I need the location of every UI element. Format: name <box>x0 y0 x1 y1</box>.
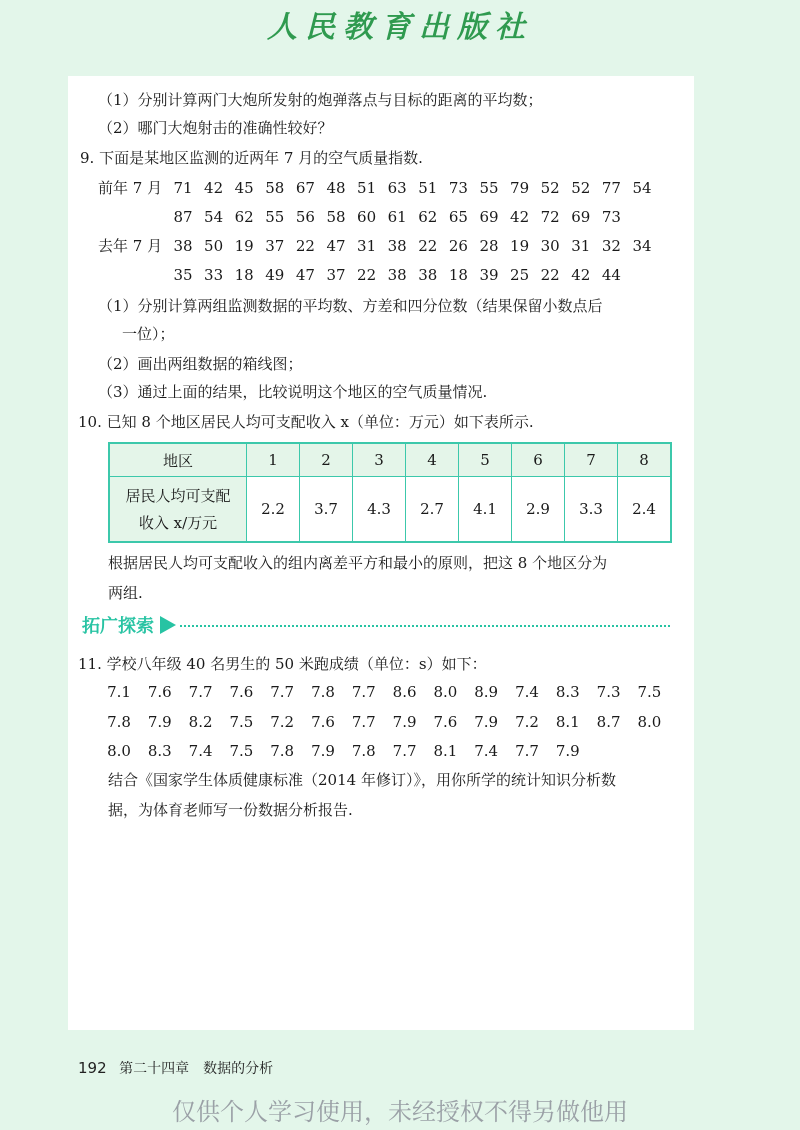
data-value: 22 <box>357 266 377 284</box>
income-value-cell: 2.9 <box>512 477 565 543</box>
data-value: 7.5 <box>637 683 662 701</box>
data-value: 7.9 <box>147 713 172 731</box>
data-value: 54 <box>204 208 224 226</box>
data-value: 7.8 <box>107 713 131 731</box>
data-value: 7.9 <box>311 742 335 760</box>
data-value: 7.4 <box>188 742 213 760</box>
data-value: 42 <box>510 208 530 226</box>
income-table <box>108 442 672 543</box>
data-value: 50 <box>204 237 224 255</box>
data-value: 7.7 <box>392 742 417 760</box>
data-value: 72 <box>540 208 560 226</box>
region-cell: 4 <box>406 443 459 477</box>
data-value: 52 <box>571 179 591 197</box>
q8-part1: （1）分别计算两门大炮所发射的炮弹落点与目标的距离的平均数； <box>98 91 543 109</box>
data-value: 8.0 <box>433 683 458 701</box>
data-value: 30 <box>540 237 560 255</box>
data-value: 47 <box>295 266 315 284</box>
run-row2 <box>104 712 694 732</box>
data-value: 52 <box>540 179 560 197</box>
page-content <box>68 76 694 1030</box>
region-cell: 2 <box>300 443 353 477</box>
data-value: 8.0 <box>107 742 131 760</box>
data-value: 18 <box>234 266 254 284</box>
data-value: 7.2 <box>270 713 295 731</box>
data-value: 60 <box>357 208 377 226</box>
q9-part1a: （1）分别计算两组监测数据的平均数、方差和四分位数（结果保留小数点后 <box>98 297 603 315</box>
data-value: 31 <box>571 237 591 255</box>
data-value: 39 <box>479 266 499 284</box>
air-last-row1 <box>98 236 694 256</box>
data-value: 73 <box>448 179 468 197</box>
data-value: 7.7 <box>515 742 539 760</box>
income-label-line2: 收入 x/万元 <box>138 514 218 532</box>
data-value: 8.2 <box>188 713 213 731</box>
triangle-icon <box>160 616 176 634</box>
data-value: 33 <box>204 266 224 284</box>
watermark: 仅供个人学习使用，未经授权不得另做他用 <box>172 1098 628 1126</box>
data-value: 8.1 <box>555 713 580 731</box>
page-footer <box>78 1058 273 1078</box>
data-value: 28 <box>479 237 499 255</box>
data-value: 7.4 <box>515 683 539 701</box>
data-value: 8.3 <box>147 742 172 760</box>
data-value: 25 <box>510 266 530 284</box>
income-value-cell: 2.4 <box>618 477 672 543</box>
data-value: 18 <box>448 266 468 284</box>
data-value: 7.6 <box>433 713 458 731</box>
data-value: 58 <box>326 208 346 226</box>
data-value: 87 <box>173 208 193 226</box>
data-value: 38 <box>173 237 193 255</box>
data-value: 42 <box>204 179 224 197</box>
q11-instruction-b: 据，为体育老师写一份数据分析报告. <box>108 801 353 819</box>
section-title: 拓广探索 <box>82 616 154 637</box>
data-value: 7.6 <box>147 683 172 701</box>
data-value: 19 <box>234 237 254 255</box>
income-row-label <box>109 477 247 543</box>
data-value: 62 <box>234 208 254 226</box>
income-value-cell: 4.3 <box>353 477 406 543</box>
region-cell: 6 <box>512 443 565 477</box>
q9-stem: 9. 下面是某地区监测的近两年 7 月的空气质量指数. <box>80 149 423 167</box>
q8-part2: （2）哪门大炮射击的准确性较好？ <box>98 119 333 137</box>
data-value: 45 <box>234 179 254 197</box>
data-value: 7.5 <box>229 713 254 731</box>
data-value: 7.9 <box>392 713 417 731</box>
data-value: 7.3 <box>596 683 621 701</box>
data-value: 8.9 <box>474 683 499 701</box>
data-value: 69 <box>571 208 591 226</box>
data-value: 8.7 <box>596 713 621 731</box>
data-value: 7.2 <box>515 713 539 731</box>
air-prev-row2 <box>98 207 694 227</box>
data-value: 51 <box>418 179 438 197</box>
air-prev-row1 <box>98 178 694 198</box>
data-value: 55 <box>265 208 285 226</box>
data-value: 61 <box>387 208 407 226</box>
data-value: 55 <box>479 179 499 197</box>
income-label-line1: 居民人均可支配 <box>125 487 231 505</box>
data-value: 7.7 <box>188 683 213 701</box>
data-value: 44 <box>601 266 621 284</box>
data-value: 49 <box>265 266 285 284</box>
data-value: 63 <box>387 179 407 197</box>
data-value: 37 <box>265 237 285 255</box>
data-value: 31 <box>357 237 377 255</box>
data-value: 71 <box>173 179 193 197</box>
q11-instruction-a: 结合《国家学生体质健康标准（2014 年修订）》，用你所学的统计知识分析数 <box>108 771 616 789</box>
data-value: 58 <box>265 179 285 197</box>
data-value: 69 <box>479 208 499 226</box>
dotted-divider <box>180 625 670 627</box>
q10-instruction-a: 根据居民人均可支配收入的组内离差平方和最小的原则，把这 8 个地区分为 <box>108 554 608 572</box>
region-cell: 5 <box>459 443 512 477</box>
region-cell: 3 <box>353 443 406 477</box>
q10-instruction-b: 两组. <box>108 584 143 602</box>
data-value: 56 <box>295 208 315 226</box>
data-value: 7.6 <box>229 683 254 701</box>
data-value: 7.9 <box>474 713 499 731</box>
data-value: 7.9 <box>555 742 580 760</box>
air-last-row2 <box>98 265 694 285</box>
q11-stem: 11. 学校八年级 40 名男生的 50 米跑成绩（单位：s）如下： <box>78 655 487 673</box>
section-header <box>82 612 670 638</box>
data-value: 7.6 <box>311 713 335 731</box>
data-value: 38 <box>387 266 407 284</box>
chapter-title: 第二十四章 数据的分析 <box>119 1061 274 1077</box>
income-value-cell: 4.1 <box>459 477 512 543</box>
data-value: 8.3 <box>555 683 580 701</box>
data-value: 8.1 <box>433 742 458 760</box>
data-value: 7.4 <box>474 742 499 760</box>
run-row3 <box>104 741 694 761</box>
data-value: 7.8 <box>311 683 335 701</box>
data-value: 22 <box>418 237 438 255</box>
data-value: 38 <box>418 266 438 284</box>
table-header-label: 地区 <box>109 443 247 477</box>
q9-part2: （2）画出两组数据的箱线图； <box>98 355 303 373</box>
data-value: 67 <box>295 179 315 197</box>
data-value: 79 <box>510 179 530 197</box>
income-value-cell: 3.3 <box>565 477 618 543</box>
data-value: 22 <box>540 266 560 284</box>
data-value: 54 <box>632 179 652 197</box>
region-cell: 7 <box>565 443 618 477</box>
data-value: 47 <box>326 237 346 255</box>
data-value: 26 <box>448 237 468 255</box>
data-value: 7.7 <box>351 713 376 731</box>
data-value: 7.8 <box>351 742 376 760</box>
run-row1 <box>104 682 694 702</box>
data-value: 42 <box>571 266 591 284</box>
data-value: 7.5 <box>229 742 254 760</box>
data-value: 77 <box>601 179 621 197</box>
data-value: 34 <box>632 237 652 255</box>
data-value: 38 <box>387 237 407 255</box>
data-value: 8.6 <box>392 683 417 701</box>
q9-part1b: 一位）； <box>122 325 175 343</box>
data-value: 7.7 <box>351 683 376 701</box>
region-cell: 1 <box>247 443 300 477</box>
publisher-logo: 人民教育出版社 <box>267 10 533 45</box>
data-value: 7.8 <box>270 742 295 760</box>
data-value: 19 <box>510 237 530 255</box>
data-value: 7.1 <box>107 683 131 701</box>
data-value: 65 <box>448 208 468 226</box>
income-value-cell: 2.7 <box>406 477 459 543</box>
q9-part3: （3）通过上面的结果，比较说明这个地区的空气质量情况. <box>98 383 488 401</box>
data-value: 51 <box>357 179 377 197</box>
data-value: 48 <box>326 179 346 197</box>
data-value: 8.0 <box>637 713 662 731</box>
data-value: 73 <box>601 208 621 226</box>
data-value: 37 <box>326 266 346 284</box>
income-value-cell: 3.7 <box>300 477 353 543</box>
prev-label: 前年 7 月 <box>98 179 163 197</box>
data-value: 62 <box>418 208 438 226</box>
data-value: 7.7 <box>270 683 295 701</box>
region-cell: 8 <box>618 443 672 477</box>
data-value: 22 <box>295 237 315 255</box>
page-number: 192 <box>78 1059 107 1077</box>
data-value: 32 <box>601 237 621 255</box>
data-value: 35 <box>173 266 193 284</box>
q10-stem: 10. 已知 8 个地区居民人均可支配收入 x（单位：万元）如下表所示. <box>78 413 534 431</box>
last-label: 去年 7 月 <box>98 237 163 255</box>
income-value-cell: 2.2 <box>247 477 300 543</box>
